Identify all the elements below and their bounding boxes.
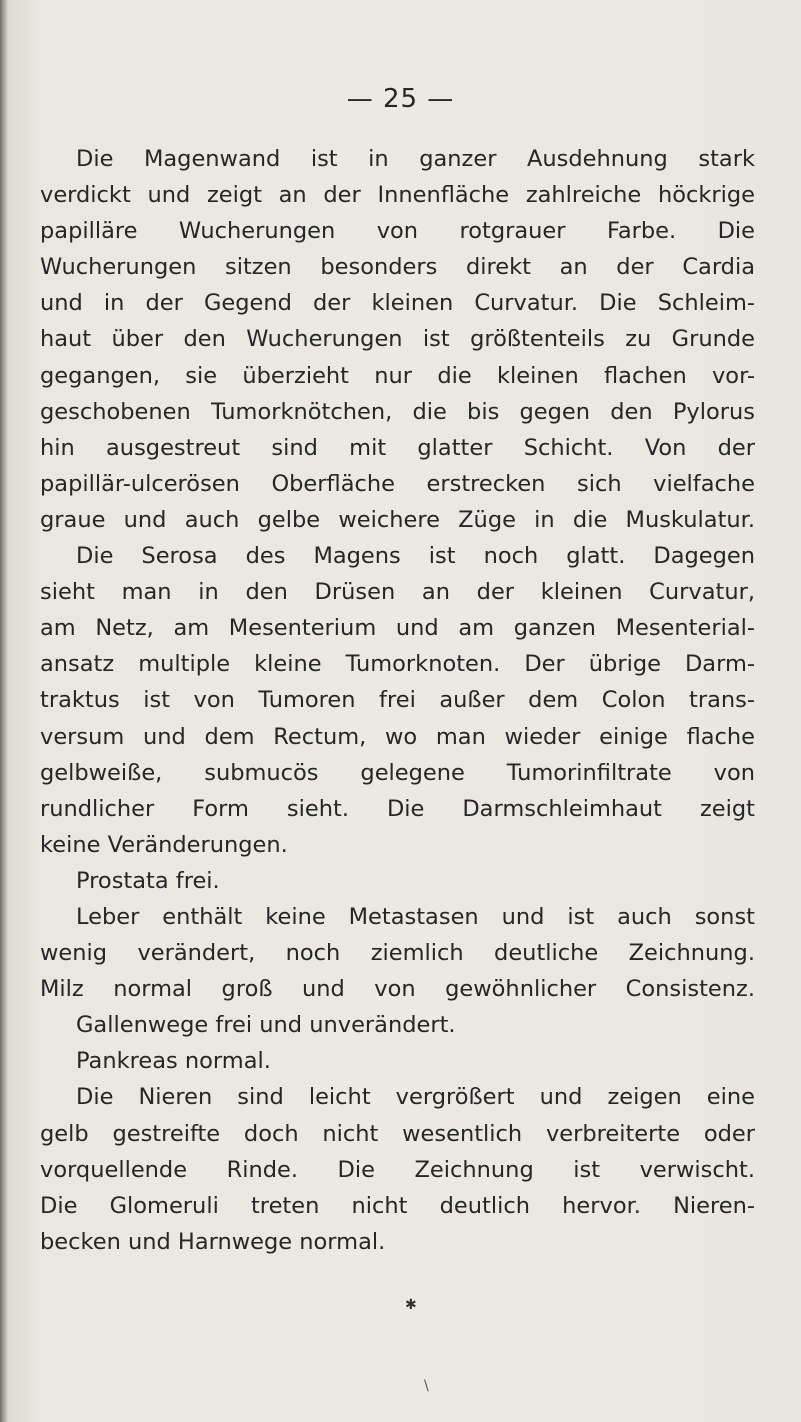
text-line: Wucherungen sitzen besonders direkt an der Cardia xyxy=(40,254,755,281)
text-line: gelb gestreifte doch nicht wesentlich verbreiterte oder xyxy=(40,1120,755,1147)
text-line: traktus ist von Tumoren frei außer dem Colon trans- xyxy=(40,687,755,714)
text-line: ansatz multiple kleine Tumorknoten. Der übrige Darm- xyxy=(40,651,755,678)
text-line: Leber enthält keine Metastasen und ist auch sonst xyxy=(76,903,755,930)
print-slash-mark: \ xyxy=(424,1378,429,1394)
book-gutter-shadow xyxy=(0,0,8,1422)
text-line: papilläre Wucherungen von rotgrauer Farbe. Die xyxy=(40,218,755,245)
text-line: Die Glomeruli treten nicht deutlich hervor. Nieren- xyxy=(40,1192,755,1219)
text-line: keine Veränderungen. xyxy=(40,831,288,858)
text-line: graue und auch gelbe weichere Züge in die Muskulatur. xyxy=(40,506,755,533)
text-line: Gallenwege frei und unverändert. xyxy=(76,1012,456,1039)
text-line: becken und Harnwege normal. xyxy=(40,1228,386,1255)
text-line: sieht man in den Drüsen an der kleinen Curvatur, xyxy=(40,579,755,606)
text-line: versum und dem Rectum, wo man wieder einige flache xyxy=(40,723,755,750)
text-line: hin ausgestreut sind mit glatter Schicht. Von der xyxy=(40,434,755,461)
text-line: Die Serosa des Magens ist noch glatt. Dagegen xyxy=(76,543,755,570)
text-line: Pankreas normal. xyxy=(76,1048,271,1075)
text-line: Die Magenwand ist in ganzer Ausdehnung stark xyxy=(76,146,755,172)
text-line: Prostata frei. xyxy=(76,867,220,894)
text-line: gegangen, sie überzieht nur die kleinen flachen vor- xyxy=(40,362,755,389)
text-line: und in der Gegend der kleinen Curvatur. Die Schleim- xyxy=(40,290,755,317)
text-line: am Netz, am Mesenterium und am ganzen Mesenterial- xyxy=(40,615,755,642)
text-line: haut über den Wucherungen ist größtenteils zu Grunde xyxy=(40,326,755,353)
body-text xyxy=(40,141,755,1260)
print-speck-mark: ✱ xyxy=(405,1297,417,1313)
page-number: — 25 — xyxy=(346,84,455,114)
text-line: Milz normal groß und von gewöhnlicher Consistenz. xyxy=(40,976,755,1003)
text-line: rundlicher Form sieht. Die Darmschleimhaut zeigt xyxy=(40,795,755,822)
text-line: papillär-ulcerösen Oberfläche erstrecken sich vielfache xyxy=(40,470,755,497)
text-line: Die Nieren sind leicht vergrößert und zeigen eine xyxy=(76,1084,755,1111)
text-line: geschobenen Tumorknötchen, die bis gegen den Pylorus xyxy=(40,398,755,425)
text-line: wenig verändert, noch ziemlich deutliche Zeichnung. xyxy=(40,940,755,967)
text-line: verdickt und zeigt an der Innenfläche zahlreiche höckrige xyxy=(40,182,755,209)
text-line: vorquellende Rinde. Die Zeichnung ist verwischt. xyxy=(40,1156,755,1183)
text-line: gelbweiße, submucös gelegene Tumorinfiltrate von xyxy=(40,759,755,786)
